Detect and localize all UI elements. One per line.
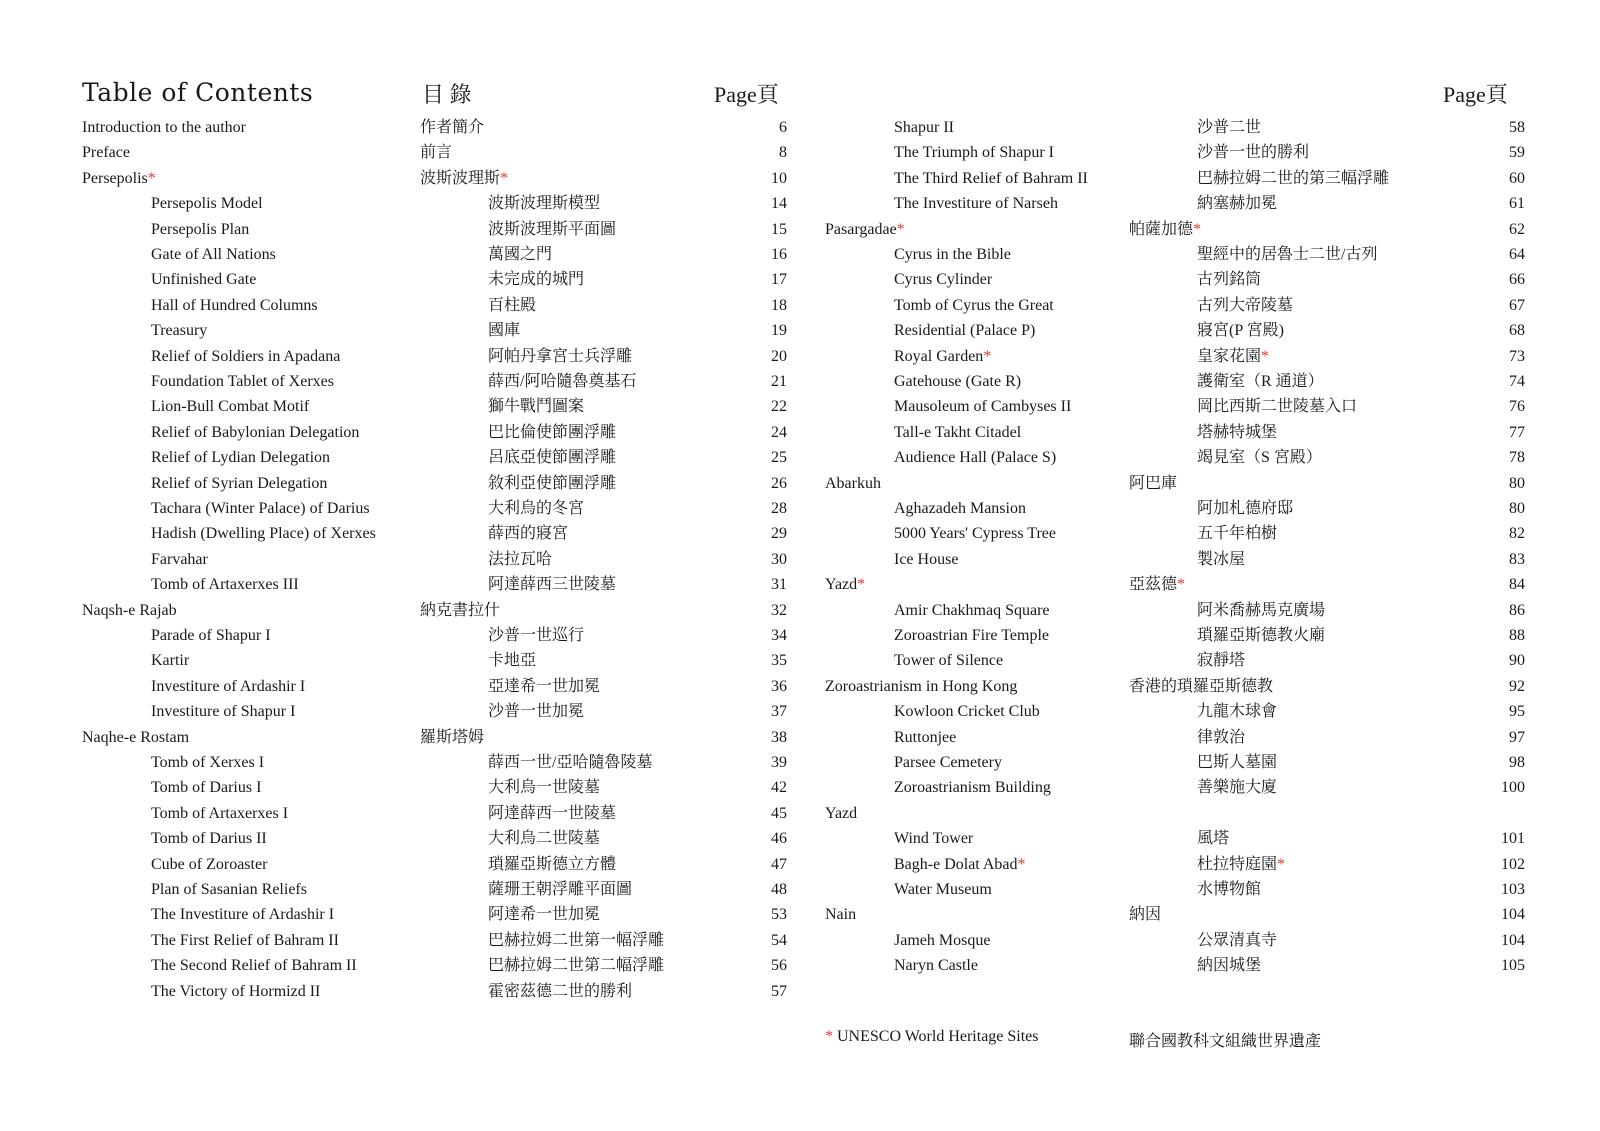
- entry-page-number: 92: [1509, 677, 1525, 695]
- entry-title-zh: 百柱殿: [488, 296, 537, 314]
- entry-page-number: 82: [1509, 525, 1525, 543]
- toc-entry: [82, 496, 802, 521]
- toc-entry: [82, 801, 802, 826]
- toc-entry: [82, 953, 802, 978]
- entry-title-en: Investiture of Ardashir I: [151, 677, 306, 695]
- entry-page-number: 56: [771, 957, 787, 975]
- entry-title-zh: 善樂施大廈: [1197, 779, 1278, 797]
- toc-entry: [825, 547, 1545, 572]
- entry-page-number: 67: [1509, 296, 1525, 314]
- entry-page-number: 26: [771, 474, 787, 492]
- entry-title-en: Hall of Hundred Columns: [151, 296, 318, 314]
- toc-entry: [82, 674, 802, 699]
- toc-entry: [825, 699, 1545, 724]
- toc-entry: [82, 166, 802, 191]
- entry-page-number: 53: [771, 906, 787, 924]
- toc-entry: [825, 750, 1545, 775]
- entry-title-zh: 護衛室（R 通道）: [1197, 373, 1324, 390]
- toc-entry: [82, 826, 802, 851]
- entry-page-number: 37: [771, 703, 787, 721]
- entry-page-number: 88: [1509, 627, 1525, 644]
- entry-title-zh: 卡地亞: [488, 652, 537, 670]
- entry-page-number: 31: [771, 576, 787, 594]
- entry-page-number: 20: [771, 347, 787, 365]
- entry-title-zh: 阿達薛西一世陵墓: [488, 804, 617, 822]
- entry-title-zh: 巴赫拉姆二世第一幅浮雕: [488, 931, 665, 949]
- entry-title-en: Ruttonjee: [894, 728, 957, 746]
- entry-title-zh: 瑣羅亞斯德教火廟: [1197, 627, 1326, 644]
- entry-page-number: 6: [779, 119, 787, 136]
- toc-entry: [825, 801, 1545, 826]
- entry-title-en: Aghazadeh Mansion: [894, 500, 1026, 517]
- entry-title-zh: 巴比倫使節團浮雕: [488, 423, 617, 441]
- entry-page-number: 104: [1501, 931, 1525, 949]
- entry-page-number: 46: [771, 830, 787, 848]
- toc-entry: [82, 623, 802, 648]
- entry-title-zh: 塔赫特城堡: [1197, 423, 1278, 441]
- entry-title-en: Treasury: [151, 322, 208, 340]
- entry-title-zh: 國庫: [488, 322, 521, 340]
- toc-entry: [82, 471, 802, 496]
- unesco-star: *: [983, 347, 992, 365]
- toc-entry: [825, 521, 1545, 546]
- entry-title-zh: 薛西/阿哈隨魯奠基石: [488, 373, 637, 390]
- entry-title-zh: 沙普一世巡行: [488, 627, 585, 644]
- entry-page-number: 10: [771, 169, 787, 187]
- entry-title-zh: 古列銘筒: [1197, 271, 1262, 289]
- entry-title-zh: 阿帕丹拿宮士兵浮雕: [488, 347, 633, 365]
- entry-title-zh: 薩珊王朝浮雕平面圖: [488, 881, 633, 898]
- toc-entry: [82, 877, 802, 902]
- entry-title-zh: 未完成的城門: [488, 271, 585, 289]
- entry-title-en: Ice House: [894, 550, 959, 568]
- entry-title-en: Kartir: [151, 652, 190, 670]
- entry-title-en: Nain: [825, 906, 857, 924]
- entry-page-number: 30: [771, 550, 787, 568]
- entry-title-en: Tomb of Darius II: [151, 830, 267, 848]
- entry-page-number: 100: [1501, 779, 1525, 797]
- entry-title-en: Tomb of Xerxes I: [151, 754, 265, 771]
- entry-title-zh: 阿達希一世加冕: [488, 906, 601, 924]
- entry-title-en: Parsee Cemetery: [894, 754, 1002, 771]
- entry-title-en: Kowloon Cricket Club: [894, 703, 1040, 721]
- toc-entry: [82, 902, 802, 927]
- entry-title-en: 5000 Years' Cypress Tree: [894, 525, 1057, 543]
- entry-title-en: Cube of Zoroaster: [151, 855, 268, 873]
- entry-title-zh: 大利烏一世陵墓: [488, 779, 601, 797]
- entry-page-number: 102: [1501, 855, 1525, 873]
- entry-title-en: Tomb of Artaxerxes I: [151, 804, 289, 822]
- toc-entry: [825, 293, 1545, 318]
- entry-title-en: Persepolis*: [82, 169, 156, 187]
- entry-page-number: 16: [771, 246, 787, 263]
- entry-title-zh: 皇家花園*: [1197, 347, 1270, 365]
- entry-title-zh: 寢宮(P 宮殿): [1197, 322, 1284, 340]
- toc-entry: [82, 420, 802, 445]
- entry-title-zh: 阿巴庫: [1129, 474, 1178, 492]
- toc-entry: [82, 979, 802, 1004]
- entry-title-zh: 羅斯塔姆: [420, 728, 485, 746]
- entry-page-number: 8: [779, 144, 787, 162]
- entry-title-en: Zoroastrian Fire Temple: [894, 627, 1049, 644]
- entry-title-zh: 納克書拉什: [420, 601, 501, 619]
- entry-page-number: 18: [771, 296, 787, 314]
- entry-title-en: Tachara (Winter Palace) of Darius: [151, 500, 370, 517]
- entry-title-zh: 大利烏的冬宮: [488, 500, 585, 517]
- toc-entry: [825, 217, 1545, 242]
- entry-title-en: Abarkuh: [825, 474, 881, 492]
- toc-entry: [825, 826, 1545, 851]
- entry-page-number: 47: [771, 855, 787, 873]
- entry-page-number: 25: [771, 449, 787, 467]
- entry-title-en: The First Relief of Bahram II: [151, 931, 339, 949]
- entry-page-number: 48: [771, 881, 787, 898]
- entry-title-en: Unfinished Gate: [151, 271, 257, 289]
- entry-page-number: 45: [771, 804, 787, 822]
- entry-page-number: 74: [1509, 373, 1525, 390]
- entry-title-zh: 竭見室（S 宮殿）: [1197, 449, 1322, 467]
- entry-title-en: Gatehouse (Gate R): [894, 373, 1022, 390]
- entry-page-number: 103: [1501, 881, 1525, 898]
- unesco-star: *: [857, 576, 866, 594]
- unesco-star: *: [1277, 855, 1286, 873]
- entry-page-number: 58: [1509, 119, 1525, 136]
- entry-page-number: 24: [771, 423, 787, 441]
- entry-title-en: The Investiture of Ardashir I: [151, 906, 335, 924]
- toc-entry: [825, 852, 1545, 877]
- entry-title-en: Naryn Castle: [894, 957, 978, 975]
- page-header-left: Page頁: [714, 82, 779, 107]
- entry-title-en: Foundation Tablet of Xerxes: [151, 373, 334, 390]
- toc-entry: [82, 115, 802, 140]
- entry-page-number: 21: [771, 373, 787, 390]
- entry-title-zh: 敘利亞使節團浮雕: [488, 474, 617, 492]
- footnote-star: *: [825, 1028, 833, 1045]
- entry-title-en: The Investiture of Narseh: [894, 195, 1058, 213]
- entry-title-zh: 瑣羅亞斯德立方體: [488, 855, 617, 873]
- toc-entry: [825, 775, 1545, 800]
- entry-title-zh: 五千年柏樹: [1197, 525, 1278, 543]
- toc-entry: [825, 115, 1545, 140]
- entry-page-number: 59: [1509, 144, 1525, 162]
- entry-title-en: Water Museum: [894, 881, 992, 898]
- entry-page-number: 19: [771, 322, 787, 340]
- footnote-en: [825, 1028, 1039, 1046]
- toc-entry: [82, 852, 802, 877]
- entry-page-number: 39: [771, 754, 787, 771]
- entry-title-en: Persepolis Model: [151, 195, 263, 213]
- entry-title-en: Relief of Lydian Delegation: [151, 449, 331, 467]
- page-header-right: Page頁: [1443, 82, 1508, 107]
- toc-entry: [825, 953, 1545, 978]
- entry-title-en: Yazd*: [825, 576, 866, 594]
- entry-title-en: Tower of Silence: [894, 652, 1004, 670]
- unesco-star: *: [147, 169, 156, 187]
- toc-entry: [825, 344, 1545, 369]
- entry-page-number: 38: [771, 728, 787, 746]
- entry-title-zh: 薛西一世/亞哈隨魯陵墓: [488, 754, 653, 771]
- entry-title-en: Bagh-e Dolat Abad*: [894, 855, 1026, 873]
- entry-title-zh: 呂底亞使節團浮雕: [488, 449, 617, 467]
- toc-entry: [82, 369, 802, 394]
- toc-title-zh: 目 錄: [422, 82, 472, 107]
- entry-page-number: 77: [1509, 423, 1525, 441]
- entry-page-number: 98: [1509, 754, 1525, 771]
- entry-title-zh: 霍密茲德二世的勝利: [488, 982, 633, 1000]
- entry-page-number: 97: [1509, 728, 1525, 746]
- entry-title-zh: 水博物館: [1197, 881, 1262, 898]
- toc-entry: [825, 928, 1545, 953]
- entry-title-zh: 亞茲德*: [1129, 576, 1186, 594]
- entry-page-number: 54: [771, 931, 787, 949]
- entry-page-number: 62: [1509, 220, 1525, 238]
- entry-title-zh: 古列大帝陵墓: [1197, 296, 1294, 314]
- toc-entry: [82, 242, 802, 267]
- entry-page-number: 42: [771, 779, 787, 797]
- entry-title-en: Yazd: [825, 804, 858, 822]
- toc-entry: [82, 521, 802, 546]
- toc-entry: [825, 242, 1545, 267]
- entry-page-number: 28: [771, 500, 787, 517]
- entry-title-en: Naqsh-e Rajab: [82, 601, 177, 619]
- entry-title-en: Zoroastrianism in Hong Kong: [825, 677, 1018, 695]
- entry-title-zh: 風塔: [1197, 830, 1230, 848]
- entry-title-en: Hadish (Dwelling Place) of Xerxes: [151, 525, 376, 543]
- entry-title-en: Tomb of Cyrus the Great: [894, 296, 1054, 314]
- toc-entry: [825, 267, 1545, 292]
- toc-entry: [825, 369, 1545, 394]
- toc-entry: [825, 572, 1545, 597]
- entry-title-en: Farvahar: [151, 550, 208, 568]
- entry-title-en: Zoroastrianism Building: [894, 779, 1051, 797]
- unesco-star: *: [500, 169, 509, 187]
- entry-page-number: 90: [1509, 652, 1525, 670]
- entry-page-number: 80: [1509, 474, 1525, 492]
- entry-page-number: 22: [771, 398, 787, 416]
- entry-title-en: Naqhe-e Rostam: [82, 728, 190, 746]
- entry-title-zh: 阿米喬赫馬克廣場: [1197, 601, 1326, 619]
- entry-title-en: Wind Tower: [894, 830, 974, 848]
- entry-page-number: 29: [771, 525, 787, 543]
- entry-page-number: 86: [1509, 601, 1525, 619]
- entry-title-en: Mausoleum of Cambyses II: [894, 398, 1072, 416]
- entry-title-en: Persepolis Plan: [151, 220, 250, 238]
- toc-entry: [82, 775, 802, 800]
- entry-page-number: 15: [771, 220, 787, 238]
- entry-page-number: 73: [1509, 347, 1525, 365]
- entry-title-en: Cyrus Cylinder: [894, 271, 993, 289]
- entry-title-en: Parade of Shapur I: [151, 627, 271, 644]
- toc-entry: [825, 394, 1545, 419]
- entry-title-en: Relief of Soldiers in Apadana: [151, 347, 341, 365]
- entry-title-zh: 沙普一世加冕: [488, 703, 585, 721]
- entry-title-zh: 杜拉特庭園*: [1197, 855, 1286, 873]
- entry-page-number: 83: [1509, 550, 1525, 568]
- entry-page-number: 78: [1509, 449, 1525, 467]
- toc-entry: [825, 598, 1545, 623]
- entry-page-number: 17: [771, 271, 787, 289]
- toc-entry: [82, 648, 802, 673]
- entry-title-en: Royal Garden*: [894, 347, 992, 365]
- entry-title-zh: 薛西的寢宮: [488, 525, 569, 543]
- entry-title-zh: 阿達薛西三世陵墓: [488, 576, 617, 594]
- toc-entry: [82, 699, 802, 724]
- entry-page-number: 84: [1509, 576, 1525, 594]
- entry-page-number: 76: [1509, 398, 1525, 416]
- entry-page-number: 95: [1509, 703, 1525, 721]
- entry-page-number: 68: [1509, 322, 1525, 340]
- toc-entry: [82, 547, 802, 572]
- entry-page-number: 66: [1509, 271, 1525, 289]
- entry-title-en: Gate of All Nations: [151, 246, 276, 263]
- entry-title-zh: 法拉瓦哈: [488, 550, 553, 568]
- entry-page-number: 105: [1501, 957, 1525, 975]
- entry-title-en: Amir Chakhmaq Square: [894, 601, 1050, 619]
- toc-entry: [82, 445, 802, 470]
- toc-entry: [82, 344, 802, 369]
- entry-title-zh: 巴斯人墓園: [1197, 754, 1278, 771]
- entry-title-zh: 波斯波理斯*: [420, 169, 509, 187]
- toc-entry: [82, 598, 802, 623]
- entry-title-en: Preface: [82, 144, 130, 162]
- toc-entry: [82, 217, 802, 242]
- entry-title-zh: 亞達希一世加冕: [488, 677, 601, 695]
- toc-title: Table of Contents: [82, 78, 314, 107]
- entry-title-en: Plan of Sasanian Reliefs: [151, 881, 307, 898]
- entry-title-zh: 作者簡介: [420, 119, 485, 136]
- entry-page-number: 14: [771, 195, 787, 213]
- entry-title-zh: 大利烏二世陵墓: [488, 830, 601, 848]
- entry-title-zh: 巴赫拉姆二世的第三幅浮雕: [1197, 169, 1390, 187]
- entry-title-en: Tomb of Darius I: [151, 779, 262, 797]
- toc-entry: [825, 471, 1545, 496]
- entry-page-number: 35: [771, 652, 787, 670]
- toc-entry: [82, 394, 802, 419]
- entry-title-zh: 獅牛戰鬥圖案: [488, 398, 585, 416]
- entry-page-number: 64: [1509, 246, 1525, 263]
- unesco-star: *: [1261, 347, 1270, 365]
- entry-title-en: Relief of Syrian Delegation: [151, 474, 328, 492]
- toc-entry: [82, 318, 802, 343]
- entry-title-zh: 公眾清真寺: [1197, 931, 1278, 949]
- entry-title-zh: 前言: [420, 144, 453, 162]
- toc-entry: [825, 648, 1545, 673]
- entry-title-zh: 律敦治: [1197, 728, 1246, 746]
- entry-title-zh: 巴赫拉姆二世第二幅浮雕: [488, 957, 665, 975]
- toc-entry: [825, 318, 1545, 343]
- toc-entry: [82, 725, 802, 750]
- entry-page-number: 36: [771, 677, 787, 695]
- entry-title-zh: 納塞赫加冕: [1197, 195, 1278, 213]
- entry-title-en: The Third Relief of Bahram II: [894, 169, 1088, 187]
- entry-title-en: Cyrus in the Bible: [894, 246, 1011, 263]
- entry-title-zh: 納因: [1129, 906, 1162, 924]
- toc-entry: [82, 293, 802, 318]
- toc-entry: [825, 420, 1545, 445]
- entry-title-zh: 阿加札德府邸: [1197, 500, 1294, 517]
- toc-entry: [825, 623, 1545, 648]
- entry-title-zh: 萬國之門: [488, 246, 553, 263]
- entry-title-zh: 波斯波理斯模型: [488, 195, 601, 213]
- entry-title-en: Audience Hall (Palace S): [894, 449, 1057, 467]
- entry-title-en: Residential (Palace P): [894, 322, 1036, 340]
- unesco-star: *: [1193, 220, 1202, 238]
- entry-page-number: 32: [771, 601, 787, 619]
- entry-page-number: 61: [1509, 195, 1525, 213]
- toc-entry: [825, 445, 1545, 470]
- entry-title-zh: 納因城堡: [1197, 957, 1262, 975]
- toc-entry: [82, 572, 802, 597]
- toc-entry: [825, 877, 1545, 902]
- toc-entry: [825, 191, 1545, 216]
- entry-page-number: 101: [1501, 830, 1525, 848]
- entry-title-zh: 香港的瑣羅亞斯德教: [1129, 677, 1274, 695]
- toc-entry: [82, 191, 802, 216]
- entry-title-en: Relief of Babylonian Delegation: [151, 423, 360, 441]
- entry-title-en: The Second Relief of Bahram II: [151, 957, 357, 975]
- unesco-star: *: [1177, 576, 1186, 594]
- toc-entry: [825, 496, 1545, 521]
- entry-title-en: Tall-e Takht Citadel: [894, 423, 1022, 441]
- footnote-zh: 聯合國教科文組織世界遺產: [1129, 1033, 1322, 1050]
- footnote-text-en: UNESCO World Heritage Sites: [837, 1028, 1039, 1045]
- entry-title-en: Introduction to the author: [82, 119, 246, 136]
- toc-entry: [82, 928, 802, 953]
- unesco-star: *: [896, 220, 905, 238]
- entry-page-number: 60: [1509, 169, 1525, 187]
- entry-title-zh: 製冰屋: [1197, 550, 1246, 568]
- entry-page-number: 57: [771, 982, 787, 1000]
- entry-title-zh: 九龍木球會: [1197, 703, 1278, 721]
- entry-title-zh: 沙普二世: [1197, 119, 1262, 136]
- entry-title-en: Jameh Mosque: [894, 931, 991, 949]
- entry-title-en: Shapur II: [894, 119, 954, 136]
- entry-page-number: 34: [771, 627, 787, 644]
- entry-title-zh: 沙普一世的勝利: [1197, 144, 1310, 162]
- entry-title-en: Investiture of Shapur I: [151, 703, 296, 721]
- unesco-star: *: [1017, 855, 1026, 873]
- entry-title-en: Lion-Bull Combat Motif: [151, 398, 310, 416]
- entry-page-number: 80: [1509, 500, 1525, 517]
- entry-title-en: The Victory of Hormizd II: [151, 982, 321, 1000]
- toc-entry: [82, 140, 802, 165]
- entry-title-zh: 寂靜塔: [1197, 652, 1246, 670]
- toc-entry: [82, 750, 802, 775]
- entry-title-zh: 岡比西斯二世陵墓入口: [1197, 398, 1358, 416]
- entry-title-zh: 聖經中的居魯士二世/古列: [1197, 246, 1378, 263]
- toc-entry: [825, 140, 1545, 165]
- entry-title-en: Tomb of Artaxerxes III: [151, 576, 299, 594]
- toc-entry: [825, 674, 1545, 699]
- toc-entry: [82, 267, 802, 292]
- toc-entry: [825, 725, 1545, 750]
- entry-title-en: Pasargadae*: [825, 220, 905, 238]
- toc-entry: [825, 902, 1545, 927]
- entry-title-zh: 波斯波理斯平面圖: [488, 220, 617, 238]
- entry-title-en: The Triumph of Shapur I: [894, 144, 1054, 162]
- toc-entry: [825, 166, 1545, 191]
- entry-title-zh: 帕薩加德*: [1129, 220, 1202, 238]
- entry-page-number: 104: [1501, 906, 1525, 924]
